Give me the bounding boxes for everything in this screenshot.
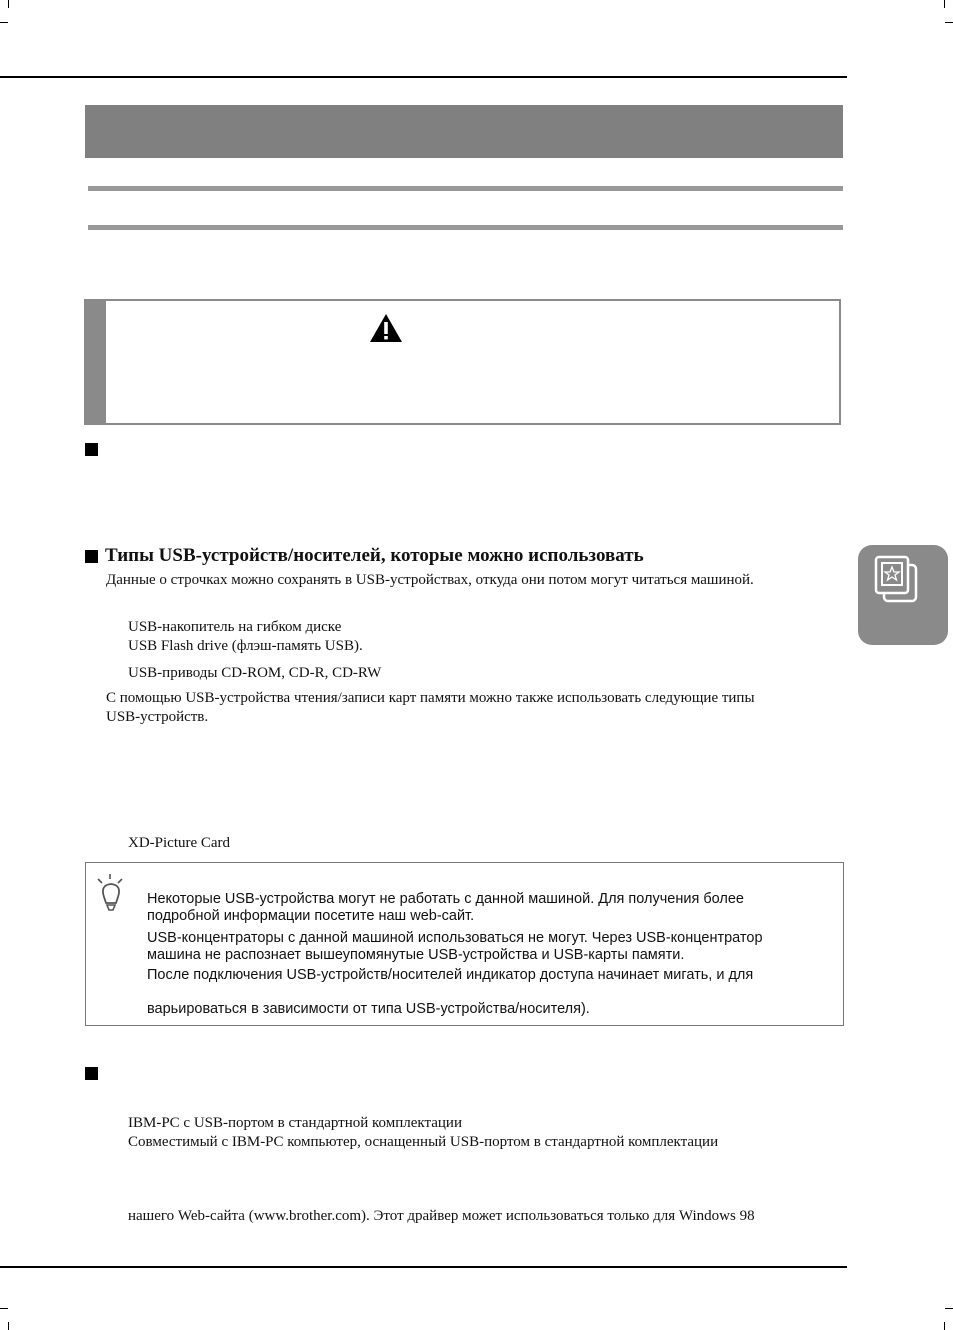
computer-item: Совместимый с IBM-PC компьютер, оснащенный USB-портом в стандартной комплектации: [128, 1134, 719, 1150]
device-item: USB-приводы CD-ROM, CD-R, CD-RW: [128, 665, 382, 681]
chapter-tab: [858, 545, 948, 645]
lightbulb-icon: [94, 873, 128, 913]
note-line: машина не распознает вышеупомянутые USB-устройства и USB-карты памяти.: [147, 947, 685, 963]
note-line: Некоторые USB-устройства могут не работать с данной машиной. Для получения более: [147, 891, 744, 907]
note-line: варьироваться в зависимости от типа USB-устройства/носителя).: [147, 1001, 590, 1017]
crop-mark: [8, 0, 9, 8]
note-line: подробной информации посетите наш web-сайт.: [147, 908, 475, 924]
section-marker: [85, 550, 98, 563]
footer-rule: [0, 1266, 847, 1268]
title-bar: [85, 105, 843, 158]
card-type-item: XD-Picture Card: [128, 835, 231, 851]
warning-icon: [369, 313, 403, 343]
crop-mark: [944, 1322, 945, 1330]
note-line: После подключения USB-устройств/носителей индикатор доступа начинает мигать, и для: [147, 967, 754, 983]
header-rule: [0, 76, 847, 78]
card-reader-paragraph: С помощью USB-устройства чтения/записи карт памяти можно также использовать следующие типы: [106, 690, 755, 706]
note-box: [85, 862, 844, 1026]
section-marker: [85, 1067, 98, 1080]
crop-mark: [945, 1308, 953, 1309]
section-marker: [85, 443, 98, 456]
caution-box: [84, 299, 841, 425]
crop-mark: [8, 1322, 9, 1330]
caution-strip: [86, 301, 106, 423]
computer-item: IBM-PC с USB-портом в стандартной комплектации: [128, 1115, 462, 1131]
crop-mark: [0, 22, 8, 23]
crop-mark: [0, 1308, 8, 1309]
note-line: USB-концентраторы с данной машиной использоваться не могут. Через USB-концентратор: [147, 930, 763, 946]
section-bar-top: [88, 186, 843, 191]
device-item: USB-накопитель на гибком диске: [128, 619, 342, 635]
card-reader-paragraph: USB-устройств.: [106, 709, 209, 725]
website-paragraph: нашего Web-сайта (www.brother.com). Этот драйвер может использоваться только для Windows 98: [128, 1208, 755, 1224]
card-icon: [874, 555, 922, 607]
section-bar-bottom: [88, 225, 843, 230]
crop-mark: [945, 22, 953, 23]
intro-paragraph: Данные о строчках можно сохранять в USB-устройствах, откуда они потом могут читаться машиной.: [106, 572, 754, 588]
crop-mark: [944, 0, 945, 8]
device-item: USB Flash drive (флэш-память USB).: [128, 638, 363, 654]
section-heading-usb-types: Типы USB-устройств/носителей, которые можно использовать: [105, 545, 644, 566]
